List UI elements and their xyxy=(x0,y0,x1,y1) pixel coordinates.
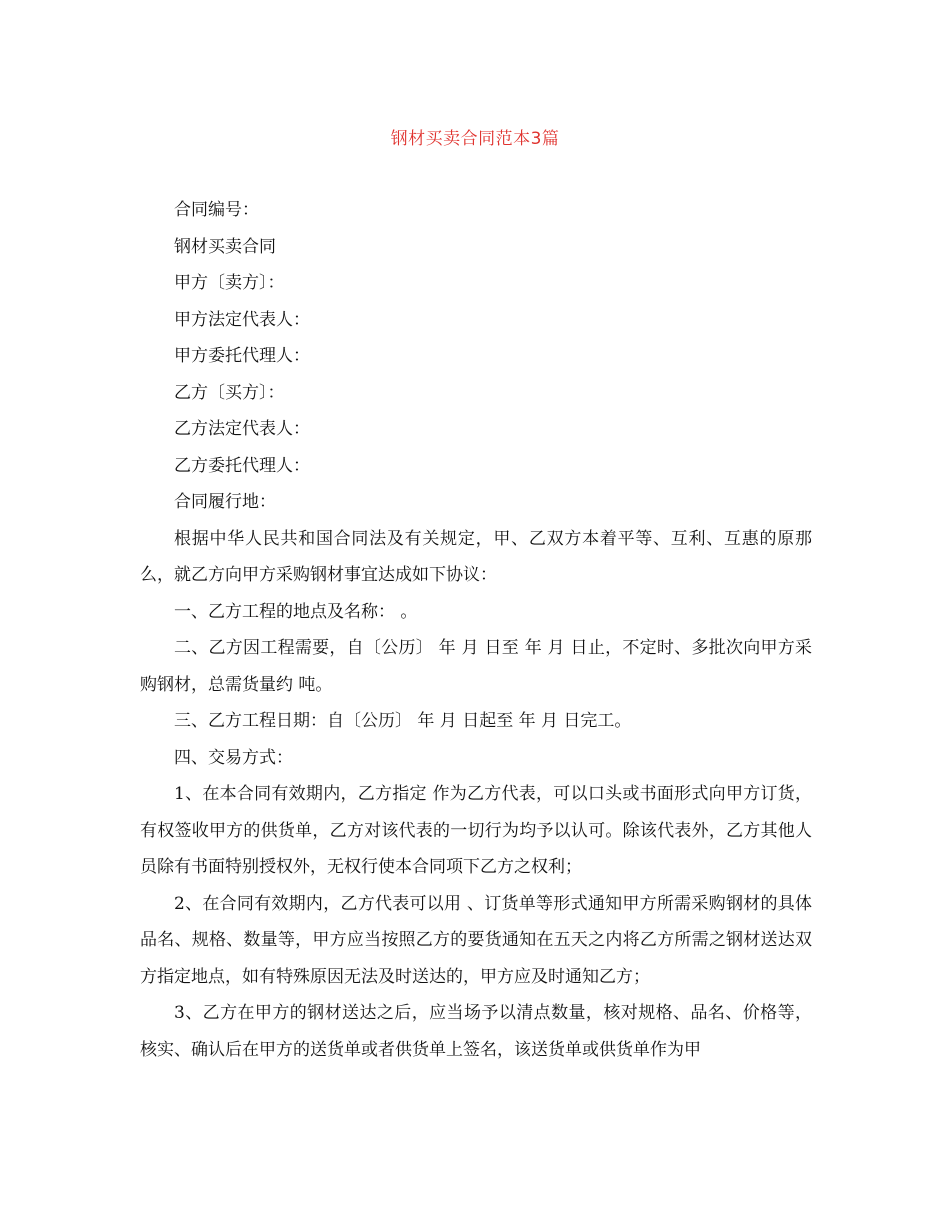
paragraph-clause-1: 一、乙方工程的地点及名称： 。 xyxy=(174,601,418,622)
paragraph-clause-2: 二、乙方因工程需要，自〔公历〕 年 月 日至 年 月 日止，不定时、多批次向甲方采购钢材，总需货量约 吨。 xyxy=(140,638,812,695)
document-body xyxy=(140,192,812,1068)
paragraph-clause-4-item-1: 1、在本合同有效期内，乙方指定 作为乙方代表，可以口头或书面形式向甲方订货，有权签收甲方的供货单，乙方对该代表的一切行为均予以认可。除该代表外，乙方其他人员除有书面特别授权外，无权行使本合同项下乙方之权利； xyxy=(140,784,812,877)
paragraph-contract-name: 钢材买卖合同 xyxy=(174,236,276,257)
paragraph-preamble: 根据中华人民共和国合同法及有关规定，甲、乙双方本着平等、互利、互惠的原那么，就乙方向甲方采购钢材事宜达成如下协议： xyxy=(140,528,812,585)
document-title: 钢材买卖合同范本3篇 xyxy=(390,129,560,149)
paragraph-party-b: 乙方〔买方〕： xyxy=(174,382,285,403)
paragraph-party-a-agent: 甲方委托代理人： xyxy=(174,346,310,366)
paragraph-clause-4-item-3: 3、乙方在甲方的钢材送达之后，应当场予以清点数量，核对规格、品名、价格等，核实、确认后在甲方的送货单或者供货单上签名，该送货单或供货单作为甲 xyxy=(140,1003,812,1060)
paragraph-party-b-legal-rep: 乙方法定代表人： xyxy=(174,419,310,439)
paragraph-clause-4: 四、交易方式： xyxy=(174,747,293,768)
paragraph-clause-4-item-2: 2、在合同有效期内，乙方代表可以用 、订货单等形式通知甲方所需采购钢材的具体品名、规格、数量等，甲方应当按照乙方的要货通知在五天之内将乙方所需之钢材送达双方指定地点，如有特殊原因无法及时送达的，甲方应及时通知乙方； xyxy=(140,893,812,987)
paragraph-contract-number: 合同编号： xyxy=(174,200,259,220)
paragraph-party-a-legal-rep: 甲方法定代表人： xyxy=(174,309,310,330)
paragraph-clause-3: 三、乙方工程日期：自〔公历〕 年 月 日起至 年 月 日完工。 xyxy=(174,711,632,731)
paragraph-place-of-performance: 合同履行地： xyxy=(174,492,276,512)
paragraph-party-b-agent: 乙方委托代理人： xyxy=(174,455,310,476)
paragraph-party-a: 甲方〔卖方〕： xyxy=(174,273,285,293)
